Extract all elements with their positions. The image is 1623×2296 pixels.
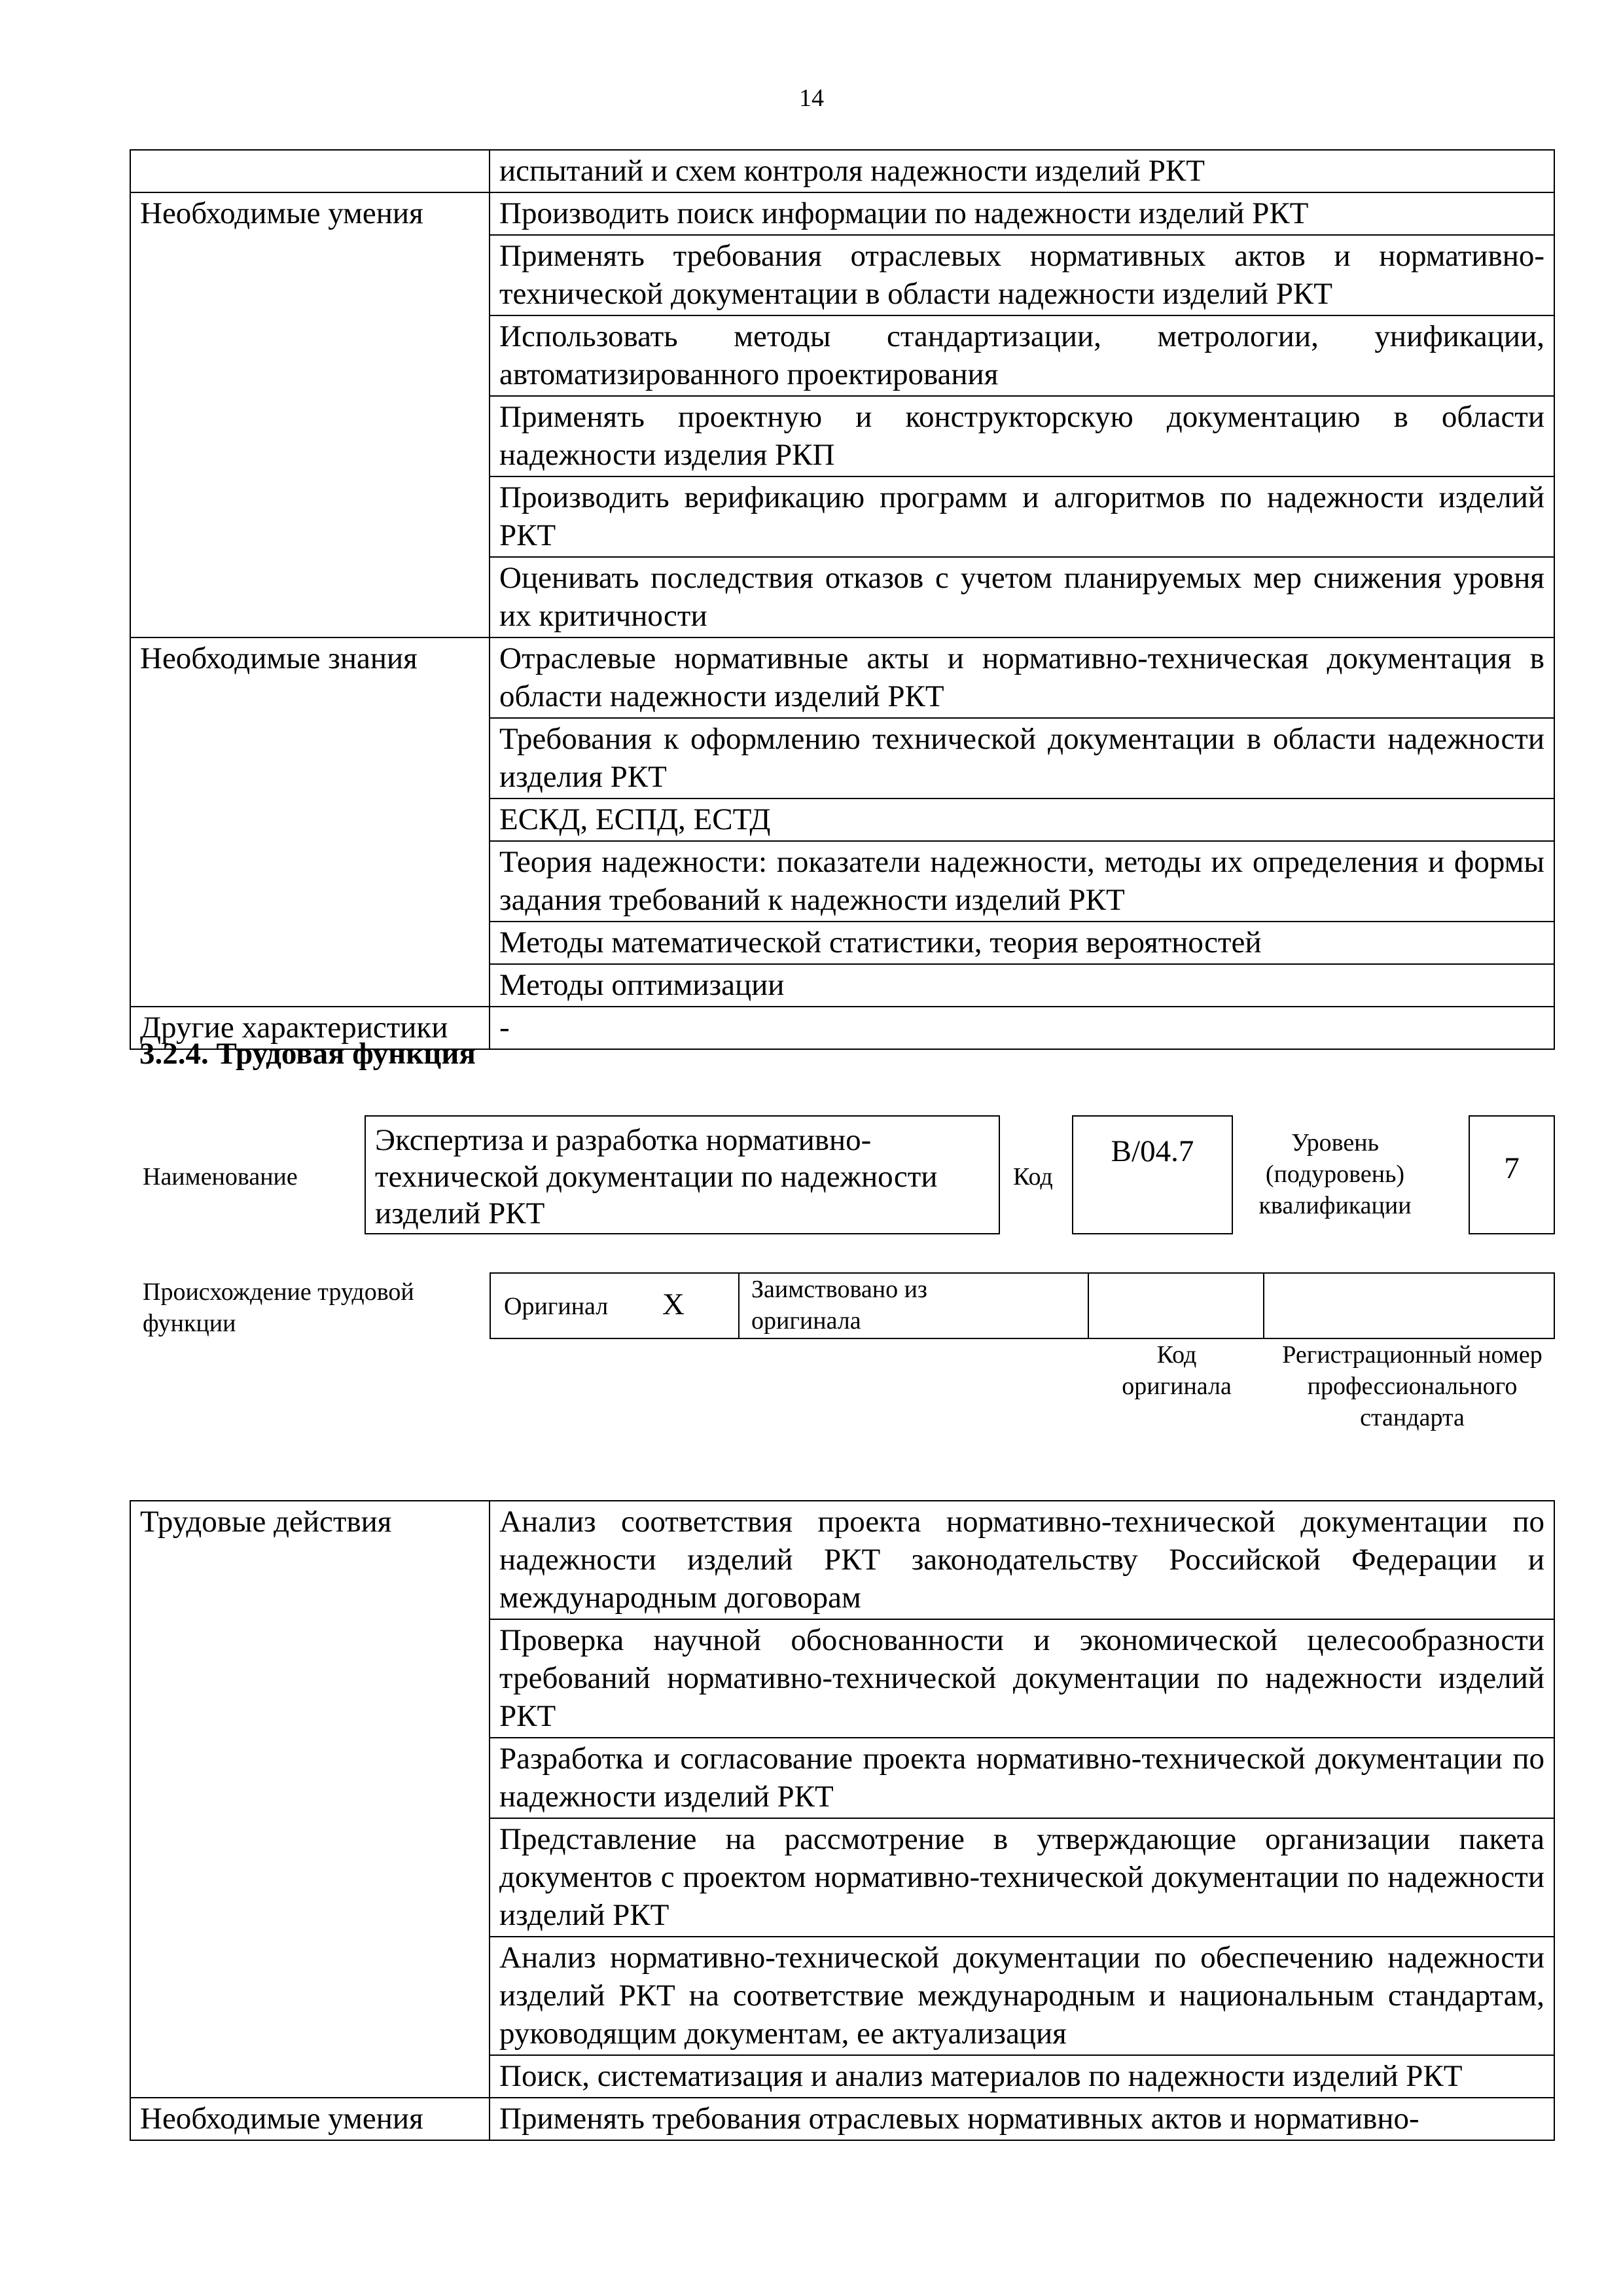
row-text: Производить поиск информации по надежности изделий РКТ	[490, 192, 1554, 235]
row-text: Применять проектную и конструкторскую документацию в области надежности изделия РКП	[490, 396, 1554, 476]
row-label: Необходимые знания	[130, 637, 490, 1007]
level-value: 7	[1504, 1151, 1520, 1185]
row-label	[130, 150, 490, 192]
reg-number-caption: Регистрационный номер профессионального стандарта	[1282, 1341, 1543, 1431]
row-text: Анализ соответствия проекта нормативно-технической документации по надежности изделий РКТ законодательству Российской Федерации и международным договорам	[490, 1501, 1554, 1619]
row-text: Методы оптимизации	[490, 964, 1554, 1007]
original-label: Оригинал	[504, 1293, 609, 1320]
row-label: Трудовые действия	[130, 1501, 490, 2098]
row-text: Применять требования отраслевых нормативных актов и нормативно-	[490, 2098, 1554, 2140]
row-text: испытаний и схем контроля надежности изделий РКТ	[490, 150, 1554, 192]
table-row	[130, 1501, 1554, 1619]
table-row	[130, 637, 1554, 718]
level-value-box	[1469, 1115, 1555, 1234]
row-text: Разработка и согласование проекта нормативно-технической документации по надежности изделий РКТ	[490, 1738, 1554, 1818]
page-number: 14	[799, 84, 824, 112]
row-text: Производить верификацию программ и алгоритмов по надежности изделий РКТ	[490, 476, 1554, 557]
name-label: Наименование	[143, 1163, 298, 1191]
row-text: Применять требования отраслевых нормативных актов и нормативно-технической документации в области надежности изделий РКТ	[490, 235, 1554, 315]
row-text: Методы математической статистики, теория вероятностей	[490, 922, 1554, 964]
code-original-caption: Код оригинала	[1122, 1341, 1232, 1400]
row-text: Теория надежности: показатели надежности, методы их определения и формы задания требований к надежности изделий РКТ	[490, 841, 1554, 922]
labor-actions-table	[130, 1500, 1555, 2141]
table-row	[130, 150, 1554, 192]
code-value: B/04.7	[1111, 1134, 1194, 1168]
name-value: Экспертиза и разработка нормативно-технической документации по надежности изделий РКТ	[375, 1123, 938, 1230]
row-text: Представление на рассмотрение в утверждающие организации пакета документов с проектом нормативно-технической документации по надежности изделий РКТ	[490, 1818, 1554, 1937]
row-text: Требования к оформлению технической документации в области надежности изделия РКТ	[490, 718, 1554, 798]
row-text: Анализ нормативно-технической документации по обеспечению надежности изделий РКТ на соответствие международным и национальным стандартам, руководящим документам, ее актуализация	[490, 1937, 1554, 2055]
row-label: Другие характеристики	[130, 1007, 490, 1049]
row-text: Использовать методы стандартизации, метрологии, унификации, автоматизированного проектирования	[490, 315, 1554, 396]
level-label: Уровень (подуровень) квалификации	[1258, 1129, 1412, 1219]
row-text: Поиск, систематизация и анализ материалов по надежности изделий РКТ	[490, 2055, 1554, 2098]
borrowed-label: Заимствовано из оригинала	[751, 1276, 927, 1335]
table-row	[130, 192, 1554, 235]
skills-knowledge-table	[130, 149, 1555, 1050]
origin-label: Происхождение трудовой функции	[143, 1278, 414, 1337]
name-value-box	[365, 1115, 1000, 1234]
row-text: Проверка научной обоснованности и экономической целесообразности требований нормативно-технической документации по надежности изделий РКТ	[490, 1619, 1554, 1738]
row-label: Необходимые умения	[130, 2098, 490, 2140]
section-heading: 3.2.4. Трудовая функция	[139, 1037, 476, 1071]
row-text: Отраслевые нормативные акты и нормативно-техническая документация в области надежности изделий РКТ	[490, 637, 1554, 718]
code-value-box	[1072, 1115, 1233, 1234]
origin-table	[490, 1272, 1555, 1339]
table-row	[130, 2098, 1554, 2140]
row-text: Оценивать последствия отказов с учетом планируемых мер снижения уровня их критичности	[490, 557, 1554, 637]
row-text: -	[490, 1007, 1554, 1049]
code-label: Код	[1013, 1163, 1053, 1191]
cell-divider	[1088, 1274, 1089, 1339]
cell-divider	[738, 1274, 740, 1339]
original-mark: X	[662, 1287, 685, 1321]
row-text: ЕСКД, ЕСПД, ЕСТД	[490, 798, 1554, 841]
code-original-cell	[1263, 1274, 1264, 1339]
row-label: Необходимые умения	[130, 192, 490, 637]
